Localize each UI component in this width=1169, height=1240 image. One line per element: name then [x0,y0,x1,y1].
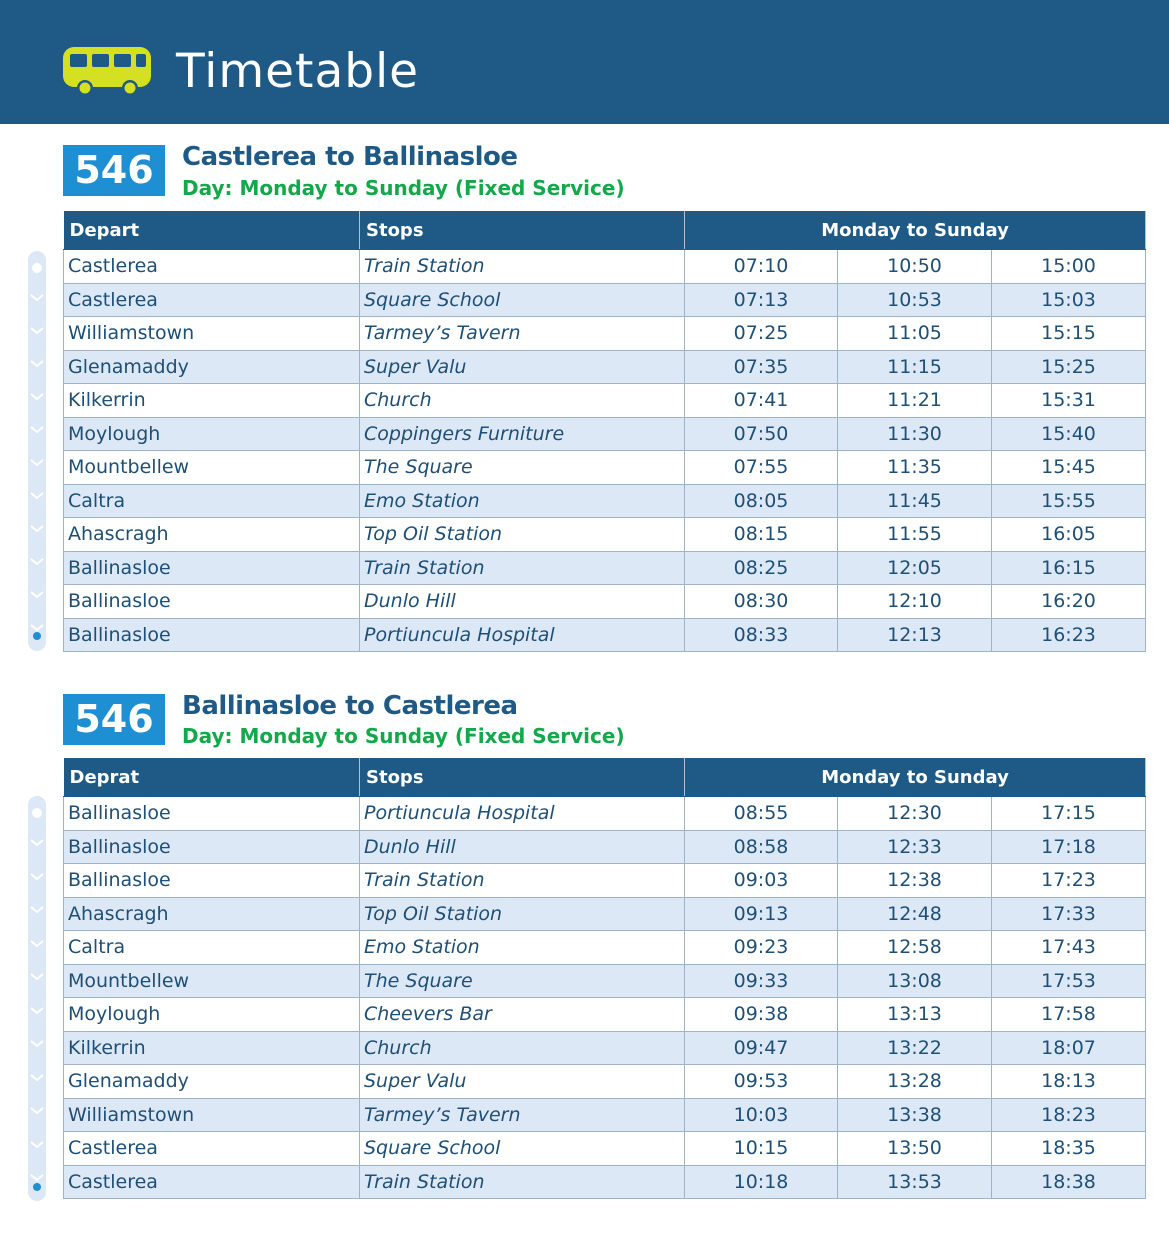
timetable-return [63,758,1146,1199]
page-header [0,0,1169,124]
chevron-down-icon [30,1174,44,1182]
stop-name-cell: Coppingers Furniture [360,417,685,451]
departure-time-cell: 18:07 [992,1031,1146,1065]
stop-name-cell: Square School [360,1132,685,1166]
column-header-stops: Stops [360,211,685,250]
departure-time-cell: 13:08 [838,964,992,998]
chevron-down-icon [30,940,44,948]
depart-town-cell: Mountbellew [64,451,360,485]
departure-time-cell: 07:10 [685,250,838,284]
departure-time-cell: 17:58 [992,998,1146,1032]
departure-time-cell: 09:33 [685,964,838,998]
departure-time-cell: 11:55 [838,518,992,552]
departure-time-cell: 18:35 [992,1132,1146,1166]
departure-time-cell: 11:21 [838,384,992,418]
departure-time-cell: 07:55 [685,451,838,485]
chevron-down-icon [30,360,44,368]
departure-time-cell: 13:22 [838,1031,992,1065]
depart-town-cell: Glenamaddy [64,350,360,384]
departure-time-cell: 08:33 [685,618,838,652]
chevron-down-icon [30,624,44,632]
table-row [64,897,1146,931]
chevron-down-icon [30,426,44,434]
chevron-down-icon [30,327,44,335]
table-row [64,964,1146,998]
departure-time-cell: 13:28 [838,1065,992,1099]
column-header-depart: Depart [64,211,360,250]
depart-town-cell: Caltra [64,484,360,518]
chevron-down-icon [30,1141,44,1149]
depart-town-cell: Ballinasloe [64,618,360,652]
table-row [64,1031,1146,1065]
depart-town-cell: Ballinasloe [64,551,360,585]
route-title: Ballinasloe to Castlerea [182,691,518,721]
route-day: Day: Monday to Sunday (Fixed Service) [182,724,625,748]
route-start-dot [32,263,42,273]
departure-time-cell: 12:58 [838,931,992,965]
departure-time-cell: 09:53 [685,1065,838,1099]
chevron-down-icon [30,839,44,847]
table-row [64,384,1146,418]
departure-time-cell: 17:53 [992,964,1146,998]
departure-time-cell: 12:48 [838,897,992,931]
departure-time-cell: 07:41 [685,384,838,418]
departure-time-cell: 15:31 [992,384,1146,418]
timetable-outbound [63,211,1146,652]
departure-time-cell: 15:55 [992,484,1146,518]
stop-name-cell: Church [360,384,685,418]
route-title: Castlerea to Ballinasloe [182,142,518,172]
departure-time-cell: 09:47 [685,1031,838,1065]
chevron-down-icon [30,492,44,500]
chevron-down-icon [30,906,44,914]
table-row [64,417,1146,451]
departure-time-cell: 12:30 [838,797,992,831]
departure-time-cell: 10:03 [685,1098,838,1132]
stop-name-cell: Tarmey’s Tavern [360,317,685,351]
stop-name-cell: Super Valu [360,1065,685,1099]
departure-time-cell: 08:05 [685,484,838,518]
chevron-down-icon [30,393,44,401]
departure-time-cell: 08:25 [685,551,838,585]
bus-icon [62,45,152,97]
departure-time-cell: 17:15 [992,797,1146,831]
column-header-schedule: Monday to Sunday [685,758,1146,797]
depart-town-cell: Caltra [64,931,360,965]
departure-time-cell: 09:03 [685,864,838,898]
departure-time-cell: 15:40 [992,417,1146,451]
table-header-row [64,211,1146,250]
depart-town-cell: Ballinasloe [64,797,360,831]
departure-time-cell: 15:00 [992,250,1146,284]
departure-time-cell: 10:50 [838,250,992,284]
departure-time-cell: 11:15 [838,350,992,384]
stop-name-cell: Train Station [360,864,685,898]
departure-time-cell: 11:45 [838,484,992,518]
column-header-depart: Deprat [64,758,360,797]
departure-time-cell: 16:20 [992,585,1146,619]
stop-name-cell: The Square [360,451,685,485]
departure-time-cell: 08:30 [685,585,838,619]
departure-time-cell: 15:45 [992,451,1146,485]
departure-time-cell: 16:05 [992,518,1146,552]
stop-name-cell: Portiuncula Hospital [360,797,685,831]
departure-time-cell: 11:30 [838,417,992,451]
table-row [64,484,1146,518]
depart-town-cell: Castlerea [64,1132,360,1166]
table-row [64,864,1146,898]
depart-town-cell: Ballinasloe [64,830,360,864]
departure-time-cell: 18:13 [992,1065,1146,1099]
departure-time-cell: 12:33 [838,830,992,864]
table-row [64,797,1146,831]
depart-town-cell: Ahascragh [64,518,360,552]
departure-time-cell: 16:23 [992,618,1146,652]
depart-town-cell: Moylough [64,417,360,451]
stop-name-cell: Square School [360,283,685,317]
departure-time-cell: 13:50 [838,1132,992,1166]
chevron-down-icon [30,294,44,302]
departure-time-cell: 18:23 [992,1098,1146,1132]
table-row [64,551,1146,585]
table-row [64,998,1146,1032]
departure-time-cell: 18:38 [992,1165,1146,1199]
page-title: Timetable [176,44,420,99]
stop-name-cell: Train Station [360,551,685,585]
route-end-dot [33,632,41,640]
stop-name-cell: Church [360,1031,685,1065]
departure-time-cell: 07:35 [685,350,838,384]
table-row [64,1098,1146,1132]
route-end-dot [33,1183,41,1191]
departure-time-cell: 11:05 [838,317,992,351]
stop-name-cell: Tarmey’s Tavern [360,1098,685,1132]
table-row [64,518,1146,552]
stop-name-cell: Emo Station [360,484,685,518]
column-header-stops: Stops [360,758,685,797]
departure-time-cell: 17:33 [992,897,1146,931]
departure-time-cell: 11:35 [838,451,992,485]
table-row [64,283,1146,317]
table-row [64,1065,1146,1099]
departure-time-cell: 08:15 [685,518,838,552]
chevron-down-icon [30,1107,44,1115]
departure-time-cell: 08:58 [685,830,838,864]
table-row [64,931,1146,965]
stop-name-cell: Train Station [360,1165,685,1199]
stop-name-cell: Dunlo Hill [360,585,685,619]
departure-time-cell: 16:15 [992,551,1146,585]
table-row [64,618,1146,652]
departure-time-cell: 10:18 [685,1165,838,1199]
stop-name-cell: Top Oil Station [360,897,685,931]
route-number-badge: 546 [63,694,165,745]
stop-name-cell: Cheevers Bar [360,998,685,1032]
table-header-row [64,758,1146,797]
departure-time-cell: 15:03 [992,283,1146,317]
stop-name-cell: Train Station [360,250,685,284]
depart-town-cell: Glenamaddy [64,1065,360,1099]
table-row [64,830,1146,864]
departure-time-cell: 07:25 [685,317,838,351]
stop-name-cell: Super Valu [360,350,685,384]
departure-time-cell: 07:50 [685,417,838,451]
departure-time-cell: 13:13 [838,998,992,1032]
depart-town-cell: Moylough [64,998,360,1032]
chevron-down-icon [30,1007,44,1015]
table-row [64,1132,1146,1166]
route-line-graphic [28,796,46,1201]
depart-town-cell: Castlerea [64,1165,360,1199]
route-day: Day: Monday to Sunday (Fixed Service) [182,176,625,200]
stop-name-cell: Emo Station [360,931,685,965]
route-line-graphic [28,251,46,651]
route-start-dot [32,808,42,818]
departure-time-cell: 12:05 [838,551,992,585]
departure-time-cell: 13:53 [838,1165,992,1199]
departure-time-cell: 13:38 [838,1098,992,1132]
departure-time-cell: 07:13 [685,283,838,317]
table-row [64,585,1146,619]
depart-town-cell: Ahascragh [64,897,360,931]
departure-time-cell: 10:15 [685,1132,838,1166]
chevron-down-icon [30,1074,44,1082]
table-row [64,350,1146,384]
departure-time-cell: 10:53 [838,283,992,317]
column-header-schedule: Monday to Sunday [685,211,1146,250]
departure-time-cell: 15:25 [992,350,1146,384]
table-row [64,317,1146,351]
depart-town-cell: Williamstown [64,1098,360,1132]
stop-name-cell: Portiuncula Hospital [360,618,685,652]
departure-time-cell: 12:13 [838,618,992,652]
departure-time-cell: 08:55 [685,797,838,831]
departure-time-cell: 09:23 [685,931,838,965]
stop-name-cell: Top Oil Station [360,518,685,552]
departure-time-cell: 17:23 [992,864,1146,898]
depart-town-cell: Kilkerrin [64,1031,360,1065]
chevron-down-icon [30,459,44,467]
chevron-down-icon [30,1040,44,1048]
depart-town-cell: Castlerea [64,250,360,284]
chevron-down-icon [30,873,44,881]
table-row [64,250,1146,284]
departure-time-cell: 09:38 [685,998,838,1032]
departure-time-cell: 12:38 [838,864,992,898]
depart-town-cell: Williamstown [64,317,360,351]
departure-time-cell: 09:13 [685,897,838,931]
departure-time-cell: 12:10 [838,585,992,619]
depart-town-cell: Ballinasloe [64,585,360,619]
chevron-down-icon [30,973,44,981]
departure-time-cell: 15:15 [992,317,1146,351]
departure-time-cell: 17:43 [992,931,1146,965]
stop-name-cell: Dunlo Hill [360,830,685,864]
depart-town-cell: Mountbellew [64,964,360,998]
stop-name-cell: The Square [360,964,685,998]
depart-town-cell: Kilkerrin [64,384,360,418]
departure-time-cell: 17:18 [992,830,1146,864]
route-number-badge: 546 [63,145,165,196]
depart-town-cell: Castlerea [64,283,360,317]
depart-town-cell: Ballinasloe [64,864,360,898]
chevron-down-icon [30,591,44,599]
table-row [64,1165,1146,1199]
chevron-down-icon [30,558,44,566]
chevron-down-icon [30,525,44,533]
table-row [64,451,1146,485]
